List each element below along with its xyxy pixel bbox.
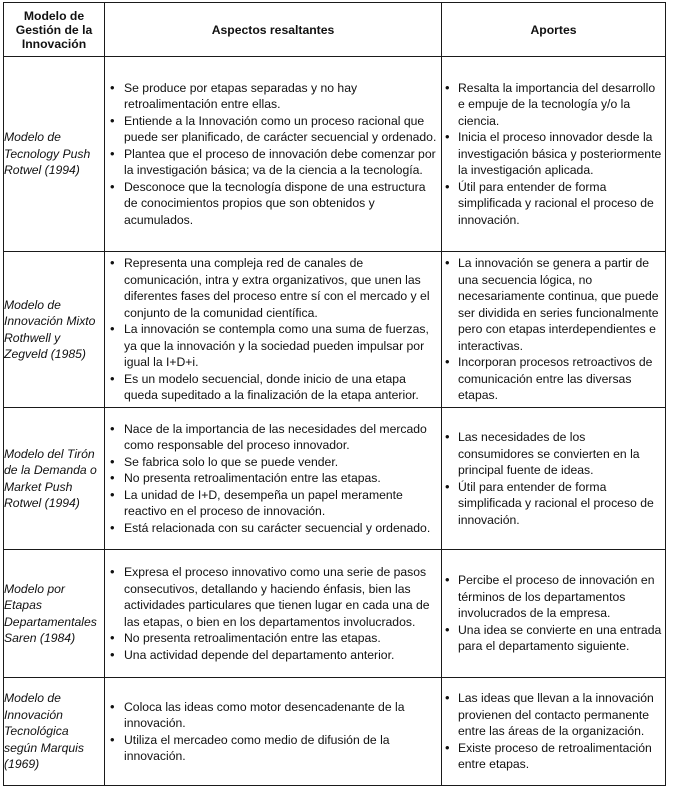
model-name: Modelo de Innovación Mixto Rothwell y Zegveld (1985)	[4, 252, 105, 408]
list-item: • Una actividad depende del departamento anterior.	[105, 647, 439, 664]
contributions-list	[442, 255, 665, 404]
model-name: Modelo por Etapas Departamentales Saren (1984)	[4, 550, 105, 678]
aspects-cell	[105, 550, 442, 678]
list-item: • Es un modelo secuencial, donde inicio de una etapa queda supeditado a la finalización de la etapa anterior.	[105, 371, 439, 404]
list-item: • La innovación se contempla como una suma de fuerzas, ya que la innovación y la sociedad pueden impulsar por igual la I+D+i.	[105, 321, 439, 371]
list-item: • Resalta la importancia del desarrollo e empuje de la tecnología y/o la ciencia.	[442, 80, 663, 130]
list-item: • No presenta retroalimentación entre las etapas.	[105, 630, 439, 647]
header-contributions: Aportes	[442, 3, 666, 57]
list-item: • Coloca las ideas como motor desencadenante de la innovación.	[105, 699, 439, 732]
aspects-list	[105, 255, 441, 404]
list-item: • Incorporan procesos retroactivos de comunicación entre las diversas etapas.	[442, 354, 663, 404]
aspects-cell	[105, 57, 442, 252]
table-row	[4, 252, 666, 408]
list-item: • Plantea que el proceso de innovación debe comenzar por la investigación básica; va de la ciencia a la tecnología.	[105, 146, 439, 179]
table-row	[4, 408, 666, 550]
list-item: • Las ideas que llevan a la innovación provienen del contacto permanente entre las áreas de la organización.	[442, 690, 663, 740]
list-item: • Existe proceso de retroalimentación entre etapas.	[442, 740, 663, 773]
aspects-cell	[105, 252, 442, 408]
contributions-cell	[442, 408, 666, 550]
list-item: • No presenta retroalimentación entre las etapas.	[105, 470, 439, 487]
list-item: • Desconoce que la tecnología dispone de una estructura de conocimientos propios que son obtenidos y acumulados.	[105, 179, 439, 229]
aspects-cell	[105, 408, 442, 550]
list-item: • Entiende a la Innovación como un proceso racional que puede ser planificado, de carácter secuencial y ordenado.	[105, 113, 439, 146]
innovation-models-table	[3, 2, 666, 786]
table-header-row	[4, 3, 666, 57]
aspects-list	[105, 421, 441, 537]
list-item: • Representa una compleja red de canales de comunicación, intra y extra organizativos, que unen las diferentes fases del proceso entre sí con el mercado y el conjunto de la comunidad científica.	[105, 255, 439, 321]
model-name: Modelo del Tirón de la Demanda o Market Push Rotwel (1994)	[4, 408, 105, 550]
model-name: Modelo de Tecnology Push Rotwel (1994)	[4, 57, 105, 252]
list-item: • La unidad de I+D, desempeña un papel meramente reactivo en el proceso de innovación.	[105, 487, 439, 520]
contributions-list	[442, 690, 665, 773]
contributions-cell	[442, 550, 666, 678]
list-item: • Está relacionada con su carácter secuencial y ordenado.	[105, 520, 439, 537]
list-item: • Una idea se convierte en una entrada para el departamento siguiente.	[442, 622, 663, 655]
header-model: Modelo de Gestión de la Innovación	[4, 3, 105, 57]
list-item: • Nace de la importancia de las necesidades del mercado como responsable del proceso innovador.	[105, 421, 439, 454]
header-aspects: Aspectos resaltantes	[105, 3, 442, 57]
list-item: • Útil para entender de forma simplificada y racional el proceso de innovación.	[442, 479, 663, 529]
contributions-list	[442, 572, 665, 655]
contributions-list	[442, 80, 665, 229]
list-item: • Percibe el proceso de innovación en términos de los departamentos involucrados de la empresa.	[442, 572, 663, 622]
list-item: • Útil para entender de forma simplificada y racional el proceso de innovación.	[442, 179, 663, 229]
list-item: • Inicia el proceso innovador desde la investigación básica y posteriormente la investigación aplicada.	[442, 129, 663, 179]
list-item: • Las necesidades de los consumidores se convierten en la principal fuente de ideas.	[442, 429, 663, 479]
list-item: • Se fabrica solo lo que se puede vender.	[105, 454, 439, 471]
contributions-list	[442, 429, 665, 528]
model-name: Modelo de Innovación Tecnológica según Marquis (1969)	[4, 678, 105, 786]
list-item: • Expresa el proceso innovativo como una serie de pasos consecutivos, detallando y haciendo énfasis, bien las actividades particulares que tienen lugar en cada una de las etapas, o bien en los departamentos involucrados.	[105, 564, 439, 630]
table-row	[4, 678, 666, 786]
list-item: • Se produce por etapas separadas y no hay retroalimentación entre ellas.	[105, 80, 439, 113]
contributions-cell	[442, 678, 666, 786]
list-item: • Utiliza el mercadeo como medio de difusión de la innovación.	[105, 732, 439, 765]
list-item: • La innovación se genera a partir de una secuencia lógica, no necesariamente continua, que puede ser dividida en series funcionalmente pero con etapas interdependientes e interactivas.	[442, 255, 663, 354]
aspects-list	[105, 80, 441, 229]
table-row	[4, 550, 666, 678]
aspects-cell	[105, 678, 442, 786]
contributions-cell	[442, 252, 666, 408]
aspects-list	[105, 564, 441, 663]
contributions-cell	[442, 57, 666, 252]
table-row	[4, 57, 666, 252]
aspects-list	[105, 699, 441, 765]
